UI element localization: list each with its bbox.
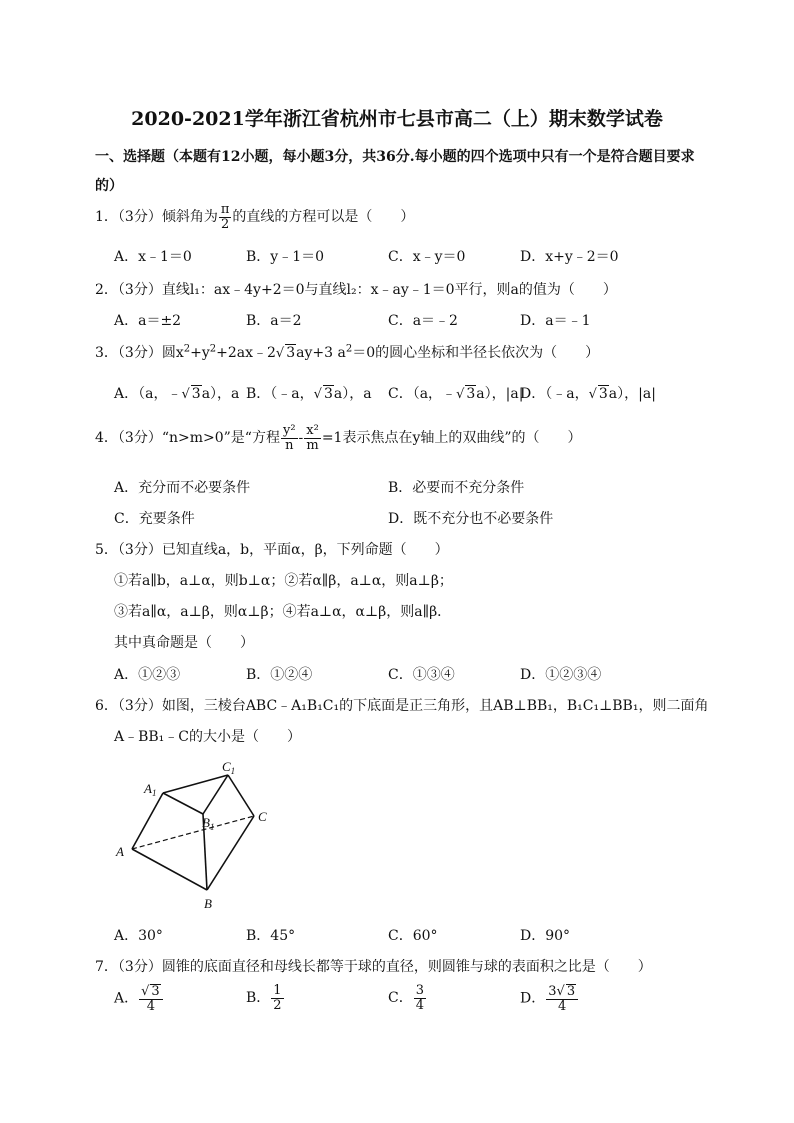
label-b: B xyxy=(204,896,212,911)
question-6: 6．（3分）如图，三棱台ABC﹣A₁B₁C₁的下底面是正三角形，且AB⊥BB₁，B₁C₁⊥BB₁，则二面角 xyxy=(95,698,709,714)
q7-option-c xyxy=(388,984,427,1012)
q2-option-d: D．a＝﹣1 xyxy=(520,313,591,329)
q5-prompt: 其中真命题是（ ） xyxy=(114,635,254,651)
edge-cc1 xyxy=(228,775,254,816)
edge-a1b1 xyxy=(163,793,203,814)
sqrt-icon: √ xyxy=(275,346,285,361)
sqrt-icon: √ xyxy=(588,387,597,402)
q3-stem-a: 圆x xyxy=(161,345,184,361)
q3-radicand: 3 xyxy=(286,345,296,361)
q1-stem: 倾斜角为 xyxy=(161,209,218,226)
q7-a-fraction xyxy=(139,984,163,1013)
q2-option-a: A．a＝±2 xyxy=(114,313,182,329)
q7-d-fraction xyxy=(546,984,578,1013)
q7-d-num xyxy=(546,984,578,1000)
page-title: 2020-2021学年浙江省杭州市七县市高二（上）期末数学试卷 xyxy=(131,108,663,130)
q1-option-d: D．x+y﹣2＝0 xyxy=(520,249,619,265)
q7-b-fraction xyxy=(271,984,283,1012)
q3-a-root: 3 xyxy=(191,386,201,402)
section-heading: 一、选择题（本题有12小题，每小题3分，共36分.每小题的四个选项中只有一个是符合题目要求 xyxy=(95,149,695,165)
q3-b-pre: B．（﹣a， xyxy=(246,386,314,402)
q3-d-pre: D．（﹣a， xyxy=(520,386,589,402)
q4-number: 4．（3分） xyxy=(95,430,162,447)
question-3 xyxy=(95,342,599,362)
q3-number: 3．（3分） xyxy=(95,345,162,361)
sqrt-icon: √ xyxy=(181,387,190,402)
q1-option-c: C．x﹣y＝0 xyxy=(388,249,466,265)
q3-sup-2: 2 xyxy=(209,343,217,355)
q4-stem-a: “n>m>0”是“方程 xyxy=(161,430,280,447)
label-c1: $C_1$ xyxy=(222,759,236,776)
q7-d-coef: 3 xyxy=(548,984,557,999)
q7-d-label: D． xyxy=(520,990,546,1007)
question-1 xyxy=(95,203,414,231)
q4-f2-den: m xyxy=(306,437,319,453)
q2-option-c: C．a＝﹣2 xyxy=(388,313,458,329)
q7-b-label: B． xyxy=(246,990,271,1007)
q4-fraction-2 xyxy=(304,424,321,452)
q4-f2-num: x² xyxy=(306,423,319,438)
q7-c-label: C． xyxy=(388,990,413,1007)
q5-option-c: C．①③④ xyxy=(388,667,455,683)
q7-a-num xyxy=(139,984,163,1000)
question-5: 5．（3分）已知直线a，b，平面α，β，下列命题（ ） xyxy=(95,542,449,558)
q3-c-root: 3 xyxy=(466,386,476,402)
edge-ab xyxy=(132,849,207,890)
q7-option-b xyxy=(246,984,285,1012)
q1-frac-den: 2 xyxy=(220,216,230,232)
question-6-cont: A﹣BB₁﹣C的大小是（ ） xyxy=(114,729,302,745)
question-7: 7．（3分）圆锥的底面直径和母线长都等于球的直径，则圆锥与球的表面积之比是（ ） xyxy=(95,959,652,975)
question-4 xyxy=(95,424,582,452)
q6-option-b: B．45° xyxy=(246,928,296,944)
q7-a-label: A． xyxy=(114,990,139,1007)
q3-option-a xyxy=(114,383,239,403)
q3-c-post: a），|a| xyxy=(476,386,524,402)
q4-minus: - xyxy=(298,430,304,447)
q1-stem-end: 的直线的方程可以是（ ） xyxy=(232,209,415,226)
q7-c-fraction xyxy=(414,984,426,1012)
q5-option-b: B．①②④ xyxy=(246,667,313,683)
q5-option-a: A．①②③ xyxy=(114,667,181,683)
q4-option-c: C．充要条件 xyxy=(114,511,195,527)
q2-option-b: B．a＝2 xyxy=(246,313,302,329)
q3-a-post: a），a xyxy=(201,386,240,402)
q4-option-d: D．既不充分也不必要条件 xyxy=(388,511,554,527)
q7-d-root: 3 xyxy=(566,984,576,999)
q3-sup: 2 xyxy=(183,343,191,355)
q1-fraction xyxy=(219,203,232,231)
q7-b-num: 1 xyxy=(273,983,282,998)
q3-option-c xyxy=(388,383,523,403)
q1-frac-num: π xyxy=(220,202,230,217)
q3-d-root: 3 xyxy=(598,386,608,402)
q3-stem-d: ay+3 a xyxy=(296,345,346,361)
section-heading-cont: 的） xyxy=(95,178,123,194)
q7-option-d xyxy=(520,984,579,1013)
q5-proposition-1-2: ①若a∥b，a⊥α，则b⊥α；②若α∥β，a⊥α，则a⊥β； xyxy=(114,573,453,589)
q4-option-a: A．充分而不必要条件 xyxy=(114,480,251,496)
sqrt-icon: √ xyxy=(313,387,322,402)
q7-c-num: 3 xyxy=(415,983,424,998)
sqrt-icon: √ xyxy=(556,984,565,999)
q7-option-a xyxy=(114,984,164,1013)
q3-d-post: a），|a| xyxy=(608,386,656,402)
q3-a-pre: A．（a，﹣ xyxy=(114,386,182,402)
label-c: C xyxy=(258,809,267,824)
q4-stem-b: =1表示焦点在y轴上的双曲线”的（ ） xyxy=(321,430,582,447)
frustum-figure xyxy=(110,755,290,915)
q3-stem-c: +2ax﹣2 xyxy=(216,345,276,361)
q3-c-pre: C．（a，﹣ xyxy=(388,386,457,402)
q3-b-root: 3 xyxy=(323,386,333,402)
q7-a-den: 4 xyxy=(146,998,156,1014)
question-2: 2．（3分）直线l₁：ax﹣4y+2＝0与直线l₂：x﹣ay﹣1＝0平行，则a的值为（ ） xyxy=(95,282,617,298)
edge-aa1 xyxy=(132,793,163,849)
q3-option-b xyxy=(246,383,372,403)
q1-option-a: A．x﹣1＝0 xyxy=(114,249,192,265)
q6-option-a: A．30° xyxy=(114,928,163,944)
q3-b-post: a），a xyxy=(333,386,372,402)
q7-a-root: 3 xyxy=(151,984,160,999)
q4-f1-num: y² xyxy=(282,423,296,438)
q4-fraction-1 xyxy=(281,424,298,452)
label-b1: $B_1$ xyxy=(202,815,215,832)
q1-option-b: B．y﹣1＝0 xyxy=(246,249,325,265)
q6-option-c: C．60° xyxy=(388,928,438,944)
label-a1: $A_1$ xyxy=(144,781,157,798)
q3-stem-b: +y xyxy=(190,345,210,361)
q4-f1-den: n xyxy=(285,437,294,453)
q3-stem-e: ＝0的圆心坐标和半径长依次为（ ） xyxy=(352,345,600,361)
q4-option-b: B．必要而不充分条件 xyxy=(388,480,525,496)
q7-c-den: 4 xyxy=(415,997,424,1013)
q3-sup-3: 2 xyxy=(345,343,353,355)
sqrt-icon: √ xyxy=(456,387,465,402)
q1-number: 1．（3分） xyxy=(95,209,162,226)
q5-option-d: D．①②③④ xyxy=(520,667,602,683)
sqrt-icon: √ xyxy=(141,984,150,999)
q7-d-den: 4 xyxy=(558,998,567,1014)
q3-option-d xyxy=(520,383,656,403)
q5-proposition-3-4: ③若a∥α，a⊥β，则α⊥β；④若a⊥α，α⊥β，则a∥β． xyxy=(114,604,452,620)
label-a: A xyxy=(116,844,124,859)
q6-option-d: D．90° xyxy=(520,928,571,944)
q7-b-den: 2 xyxy=(273,997,282,1013)
